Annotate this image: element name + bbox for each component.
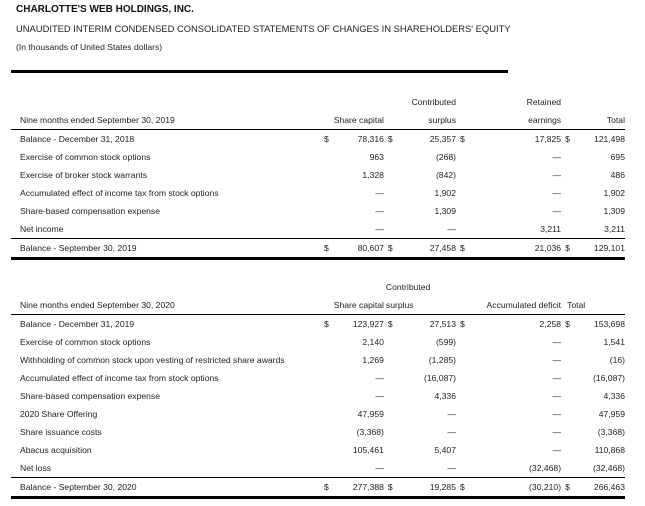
retained-earnings-value: — (552, 188, 562, 198)
currency-symbol: $ (460, 134, 465, 144)
currency-symbol: $ (456, 239, 477, 259)
col-retained-bottom: earnings (477, 111, 561, 130)
column-header-row-top (11, 93, 625, 111)
contributed-surplus-value: — (447, 409, 456, 419)
empty-cell (561, 220, 584, 239)
total-value: 4,336 (603, 391, 625, 401)
currency-symbol: $ (565, 134, 570, 144)
empty-cell (384, 423, 407, 441)
table-row (11, 387, 625, 405)
share-capital-value: 277,388 (339, 478, 384, 498)
accumulated-deficit-value: — (552, 445, 562, 455)
empty-cell (456, 405, 477, 423)
units-note: (In thousands of United States dollars) (16, 42, 163, 52)
row-label: Net loss (20, 463, 52, 473)
share-capital-value: 123,927 (352, 319, 384, 329)
table-row (11, 351, 625, 369)
empty-cell (561, 333, 584, 351)
equity-table-2020 (11, 278, 625, 499)
empty-cell (320, 423, 339, 441)
column-header-row-top (11, 278, 625, 296)
empty-cell (456, 423, 477, 441)
contributed-surplus-value: — (447, 427, 456, 437)
accumulated-deficit-value: — (552, 391, 562, 401)
col-share-capital: Share capital (320, 296, 384, 315)
period-label: Nine months ended September 30, 2019 (11, 111, 320, 130)
contributed-surplus-value: — (447, 463, 456, 473)
table-row (11, 478, 625, 498)
share-capital-value: — (375, 391, 384, 401)
total-value: 695 (610, 152, 625, 162)
table-row (11, 130, 625, 149)
col-share-capital: Share capital (320, 111, 384, 130)
empty-cell (384, 184, 407, 202)
currency-symbol: $ (561, 478, 584, 498)
share-capital-value: — (375, 188, 384, 198)
empty-cell (561, 423, 584, 441)
empty-cell (561, 387, 584, 405)
empty-cell (384, 441, 407, 459)
empty-cell (456, 351, 477, 369)
empty-cell (456, 333, 477, 351)
accumulated-deficit-value: — (552, 409, 562, 419)
contributed-surplus-value: (1,285) (428, 355, 456, 365)
currency-symbol: $ (320, 239, 339, 259)
empty-cell (384, 459, 407, 478)
row-label: Share-based compensation expense (20, 206, 160, 216)
table-row (11, 315, 625, 334)
table-row (11, 220, 625, 239)
col-total: Total (561, 296, 625, 315)
empty-cell (456, 166, 477, 184)
row-label: Balance - September 30, 2019 (11, 239, 320, 259)
contributed-surplus-value: 1,902 (434, 188, 456, 198)
share-capital-value: — (375, 373, 384, 383)
contributed-surplus-value: (842) (435, 170, 456, 180)
total-value: (32,468) (592, 463, 625, 473)
contributed-surplus-value: 1,309 (434, 206, 456, 216)
share-capital-value: 80,607 (339, 239, 384, 259)
contributed-surplus-value: 25,357 (429, 134, 456, 144)
table-row (11, 369, 625, 387)
contributed-surplus-value: 27,458 (407, 239, 456, 259)
retained-earnings-value: 17,825 (534, 134, 562, 144)
empty-cell (456, 220, 477, 239)
empty-cell (561, 351, 584, 369)
table-row (11, 423, 625, 441)
share-capital-value: 1,269 (362, 355, 384, 365)
contributed-surplus-value: 4,336 (434, 391, 456, 401)
contributed-surplus-value: (16,087) (423, 373, 456, 383)
contributed-surplus-value: — (447, 224, 456, 234)
total-value: 110,868 (594, 445, 625, 455)
row-label: Share-based compensation expense (20, 391, 160, 401)
empty-cell (320, 333, 339, 351)
row-label: Balance - December 31, 2019 (20, 319, 135, 329)
share-capital-value: — (375, 224, 384, 234)
accumulated-deficit-value: — (552, 337, 562, 347)
share-capital-value: 963 (369, 152, 384, 162)
empty-cell (384, 387, 407, 405)
row-label: Share issuance costs (20, 427, 102, 437)
total-value: (16,087) (592, 373, 625, 383)
currency-symbol: $ (324, 134, 329, 144)
empty-cell (320, 387, 339, 405)
row-label: Balance - December 31, 2018 (20, 134, 135, 144)
empty-cell (320, 369, 339, 387)
accumulated-deficit-value: (32,468) (529, 463, 562, 473)
empty-cell (320, 148, 339, 166)
col-accumulated-deficit: Accumulated deficit (456, 296, 561, 315)
accumulated-deficit-value: 2,258 (539, 319, 562, 329)
empty-cell (384, 351, 407, 369)
retained-earnings-value: — (552, 152, 562, 162)
currency-symbol: $ (384, 239, 407, 259)
share-capital-value: 1,328 (362, 170, 384, 180)
empty-cell (561, 369, 584, 387)
empty-cell (320, 351, 339, 369)
table-row (11, 166, 625, 184)
empty-cell (456, 184, 477, 202)
table-row (11, 441, 625, 459)
col-contributed-bottom: surplus (407, 111, 456, 130)
share-capital-value: — (375, 206, 384, 216)
empty-cell (384, 369, 407, 387)
column-header-row (11, 111, 625, 130)
currency-symbol: $ (456, 478, 477, 498)
total-value: 3,211 (604, 224, 625, 234)
equity-table-2019 (11, 93, 625, 260)
currency-symbol: $ (320, 478, 339, 498)
accumulated-deficit-value: — (552, 373, 562, 383)
empty-cell (561, 184, 584, 202)
total-value: 1,902 (603, 188, 625, 198)
retained-earnings-value: 3,211 (540, 224, 562, 234)
column-header-row (11, 296, 625, 315)
empty-cell (384, 166, 407, 184)
row-label: Accumulated effect of income tax from stock options (20, 188, 219, 198)
accumulated-deficit-value: (30,210) (477, 478, 561, 498)
empty-cell (384, 405, 407, 423)
table-row (11, 333, 625, 351)
empty-cell (384, 202, 407, 220)
row-label: 2020 Share Offering (20, 409, 98, 419)
row-label: Accumulated effect of income tax from stock options (20, 373, 219, 383)
table-row (11, 459, 625, 478)
total-value: 153,698 (593, 319, 625, 329)
currency-symbol: $ (565, 319, 570, 329)
empty-cell (561, 441, 584, 459)
currency-symbol: $ (460, 319, 465, 329)
empty-cell (320, 220, 339, 239)
currency-symbol: $ (387, 319, 393, 329)
empty-cell (320, 184, 339, 202)
period-label: Nine months ended September 30, 2020 (11, 296, 320, 315)
table-row (11, 148, 625, 166)
currency-symbol: $ (324, 319, 329, 329)
empty-cell (456, 387, 477, 405)
contributed-surplus-value: 27,513 (429, 319, 456, 329)
total-value: 486 (610, 170, 625, 180)
col-contributed-top: Contributed (411, 97, 456, 107)
total-value: (3,368) (597, 427, 625, 437)
col-retained-top: Retained (526, 97, 562, 107)
retained-earnings-value: 21,036 (477, 239, 561, 259)
contributed-surplus-value: (599) (435, 337, 456, 347)
total-value: 1,309 (603, 206, 625, 216)
row-label: Abacus acquisition (20, 445, 92, 455)
empty-cell (320, 459, 339, 478)
empty-cell (456, 369, 477, 387)
total-value: 266,463 (584, 478, 625, 498)
total-value: 47,959 (598, 409, 625, 419)
total-value: (16) (609, 355, 625, 365)
currency-symbol: $ (561, 239, 584, 259)
retained-earnings-value: — (552, 170, 562, 180)
share-capital-value: (3,368) (356, 427, 384, 437)
share-capital-value: — (375, 463, 384, 473)
total-value: 1,541 (603, 337, 625, 347)
empty-cell (456, 441, 477, 459)
share-capital-value: 78,316 (357, 134, 384, 144)
empty-cell (561, 459, 584, 478)
total-value: 121,498 (593, 134, 625, 144)
table-row (11, 202, 625, 220)
total-value: 129,101 (584, 239, 625, 259)
empty-cell (320, 441, 339, 459)
empty-cell (320, 202, 339, 220)
row-label: Exercise of common stock options (20, 337, 151, 347)
col-total: Total (584, 111, 625, 130)
retained-earnings-value: — (552, 206, 562, 216)
row-label: Withholding of common stock upon vesting of restricted share awards (20, 355, 285, 365)
empty-cell (456, 459, 477, 478)
currency-symbol: $ (384, 478, 407, 498)
empty-cell (561, 148, 584, 166)
statement-title: UNAUDITED INTERIM CONDENSED CONSOLIDATED STATEMENTS OF CHANGES IN SHAREHOLDERS' EQUITY (16, 23, 511, 34)
col-contributed-bottom: surplus (384, 296, 456, 315)
empty-cell (320, 166, 339, 184)
row-label: Balance - September 30, 2020 (11, 478, 320, 498)
header-divider (11, 70, 508, 73)
col-contributed-top: Contributed (385, 282, 431, 292)
empty-cell (320, 405, 339, 423)
accumulated-deficit-value: — (552, 427, 562, 437)
share-capital-value: 2,140 (362, 337, 384, 347)
empty-cell (384, 148, 407, 166)
row-label: Exercise of common stock options (20, 152, 151, 162)
contributed-surplus-value: 5,407 (434, 445, 456, 455)
contributed-surplus-value: (268) (435, 152, 456, 162)
empty-cell (456, 202, 477, 220)
row-label: Exercise of broker stock warrants (20, 170, 148, 180)
accumulated-deficit-value: — (552, 355, 562, 365)
empty-cell (384, 333, 407, 351)
empty-cell (456, 148, 477, 166)
share-capital-value: 105,461 (352, 445, 384, 455)
empty-cell (561, 202, 584, 220)
row-label: Net income (20, 224, 64, 234)
table-row (11, 184, 625, 202)
empty-cell (561, 166, 584, 184)
table-row (11, 239, 625, 259)
share-capital-value: 47,959 (357, 409, 384, 419)
empty-cell (384, 220, 407, 239)
empty-cell (561, 405, 584, 423)
company-name: CHARLOTTE'S WEB HOLDINGS, INC. (16, 4, 194, 15)
currency-symbol: $ (387, 134, 393, 144)
table-row (11, 405, 625, 423)
contributed-surplus-value: 19,285 (407, 478, 456, 498)
